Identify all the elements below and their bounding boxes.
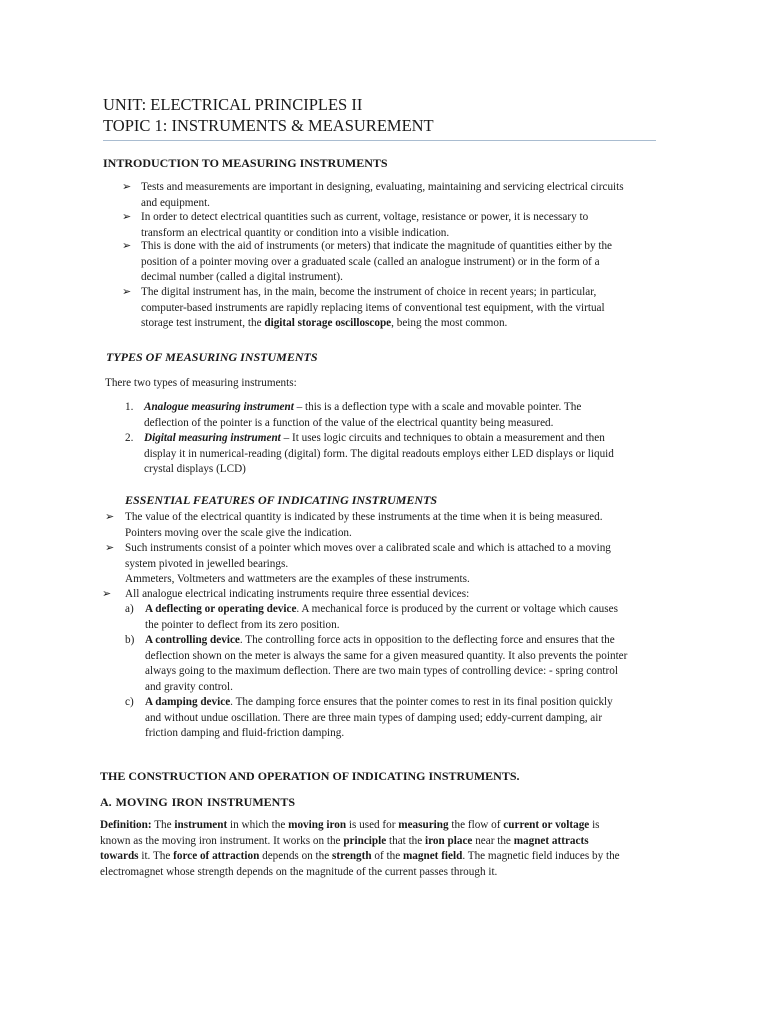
list-letter: b) xyxy=(125,634,135,646)
intro-bullet-2: In order to detect electrical quantities such as current, voltage, resistance or power, it is necessary to transform an electrical quantity or condition into a visible indication. xyxy=(141,211,589,239)
intro-bullet-3: This is done with the aid of instruments (or meters) that indicate the magnitude of quantities either by the position of a pointer moving over a graduated scale (called an analogue instrument) or in the form of a decimal number (called a digital instrument). xyxy=(141,240,613,283)
list-letter: c) xyxy=(125,696,134,708)
title-divider xyxy=(103,140,656,141)
list-number: 1. xyxy=(125,401,134,413)
definition-paragraph: Definition: The instrument in which the moving iron is used for measuring the flow of current or voltage is known as the moving iron instrument. It works on the principle that the iron place near the magnet attracts towards it. The force of attraction depends on the strength of the magnet field. The magnetic field induces by the electromagnet whose strength depends on the magnitude of the current passes through it. xyxy=(100,819,620,878)
type-item-digital: Digital measuring instrument – It uses logic circuits and techniques to obtain a measurement and then display it in numerical-reading (digital) form. The digital readouts employs either LED displays or liquid crystal displays (LCD) xyxy=(144,432,614,475)
list-number: 2. xyxy=(125,432,134,444)
bullet-arrow-icon: ➢ xyxy=(105,542,115,554)
construction-heading: THE CONSTRUCTION AND OPERATION OF INDICATING INSTRUMENTS. xyxy=(100,769,520,783)
unit-title: UNIT: ELECTRICAL PRINCIPLES II xyxy=(103,95,363,114)
type-item-analogue: Analogue measuring instrument – this is a deflection type with a scale and movable pointer. The deflection of the pointer is a function of the value of the electrical quantity being measured. xyxy=(144,401,582,429)
moving-iron-heading: A. MOVING IRON INSTRUMENTS xyxy=(100,795,296,809)
bullet-arrow-icon: ➢ xyxy=(122,286,132,298)
bullet-arrow-icon: ➢ xyxy=(122,240,132,252)
feature-bullet-3: All analogue electrical indicating instruments require three essential devices: xyxy=(125,588,470,600)
intro-heading: INTRODUCTION TO MEASURING INSTRUMENTS xyxy=(103,156,388,170)
list-letter: a) xyxy=(125,603,134,615)
device-deflecting: A deflecting or operating device. A mechanical force is produced by the current or voltage which causes the pointer to deflect from its zero position. xyxy=(145,603,618,631)
features-heading: ESSENTIAL FEATURES OF INDICATING INSTRUMENTS xyxy=(125,493,438,507)
intro-bullet-1: Tests and measurements are important in designing, evaluating, maintaining and servicing electrical circuits and equipment. xyxy=(141,181,624,209)
types-heading: TYPES OF MEASURING INSTUMENTS xyxy=(106,350,318,364)
feature-bullet-1: The value of the electrical quantity is indicated by these instruments at the time when it is being measured. Pointers moving over the scale give the indication. xyxy=(125,511,603,539)
intro-bullet-4: The digital instrument has, in the main, become the instrument of choice in recent years; in particular, computer-based instruments are rapidly replacing items of conventional test equipment, with the virtual storage test instrument, the digital storage oscilloscope, being the most common. xyxy=(141,286,605,329)
bullet-arrow-icon: ➢ xyxy=(102,588,112,600)
types-intro: There two types of measuring instruments: xyxy=(105,377,297,389)
device-controlling: A controlling device. The controlling force acts in opposition to the deflecting force and ensures that the deflection shown on the meter is always the same for a given measured quantity. It also prevents the pointer always going to the maximum deflection. There are two main types of controlling device: - spring control and gravity control. xyxy=(145,634,628,693)
device-damping: A damping device. The damping force ensures that the pointer comes to rest in its final position quickly and without undue oscillation. There are three main types of damping used; eddy-current damping, air friction damping and fluid-friction damping. xyxy=(145,696,613,739)
bullet-arrow-icon: ➢ xyxy=(105,511,115,523)
topic-title: TOPIC 1: INSTRUMENTS & MEASUREMENT xyxy=(103,116,434,135)
bullet-arrow-icon: ➢ xyxy=(122,181,132,193)
feature-bullet-2: Such instruments consist of a pointer which moves over a calibrated scale and which is attached to a moving system pivoted in jewelled bearings. Ammeters, Voltmeters and wattmeters are the examples of these instruments. xyxy=(125,542,611,585)
bullet-arrow-icon: ➢ xyxy=(122,211,132,223)
